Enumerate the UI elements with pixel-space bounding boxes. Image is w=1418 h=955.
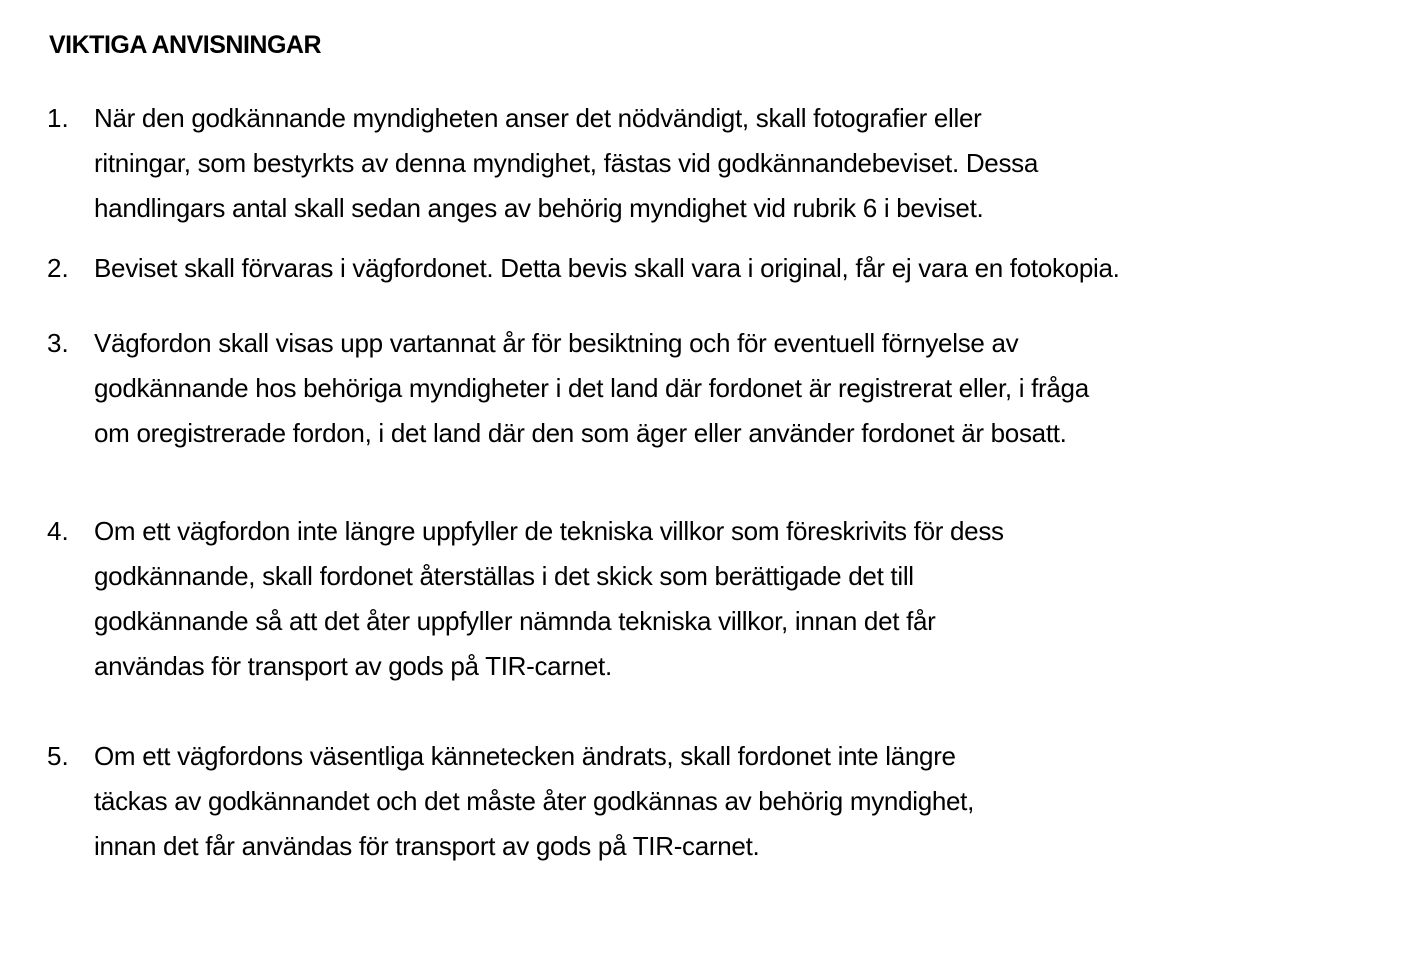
list-item-text-line: Om ett vägfordon inte längre uppfyller de tekniska villkor som föreskrivits för dess [94, 516, 1004, 546]
list-item-text-line: om oregistrerade fordon, i det land där den som äger eller använder fordonet är bosatt. [94, 418, 1067, 448]
list-item-text-line: ritningar, som bestyrkts av denna myndighet, fästas vid godkännandebeviset. Dessa [94, 148, 1039, 178]
list-item-number: 2. [47, 253, 69, 283]
list-item-number: 4. [47, 516, 69, 546]
list-item-number: 1. [47, 103, 69, 133]
list-item-text-line: godkännande, skall fordonet återställas i det skick som berättigade det till [94, 561, 914, 591]
list-item-text-line: Om ett vägfordons väsentliga kännetecken ändrats, skall fordonet inte längre [94, 741, 956, 771]
list-item-number: 5. [47, 741, 69, 771]
document-heading: VIKTIGA ANVISNINGAR [49, 31, 321, 59]
list-item-text-line: När den godkännande myndigheten anser det nödvändigt, skall fotografier eller [94, 103, 982, 133]
list-item-text-line: godkännande så att det åter uppfyller nämnda tekniska villkor, innan det får [94, 606, 936, 636]
list-item-number: 3. [47, 328, 69, 358]
list-item-text-line: användas för transport av gods på TIR-carnet. [94, 651, 612, 681]
list-item-text-line: innan det får användas för transport av gods på TIR-carnet. [94, 831, 760, 861]
list-item-text-line: handlingars antal skall sedan anges av behörig myndighet vid rubrik 6 i beviset. [94, 193, 984, 223]
list-item-text-line: täckas av godkännandet och det måste åter godkännas av behörig myndighet, [94, 786, 975, 816]
list-item-text-line: Beviset skall förvaras i vägfordonet. Detta bevis skall vara i original, får ej vara en fotokopia. [94, 253, 1120, 283]
list-item-text-line: Vägfordon skall visas upp vartannat år för besiktning och för eventuell förnyelse av [94, 328, 1019, 358]
list-item-text-line: godkännande hos behöriga myndigheter i det land där fordonet är registrerat eller, i fråga [94, 373, 1089, 403]
